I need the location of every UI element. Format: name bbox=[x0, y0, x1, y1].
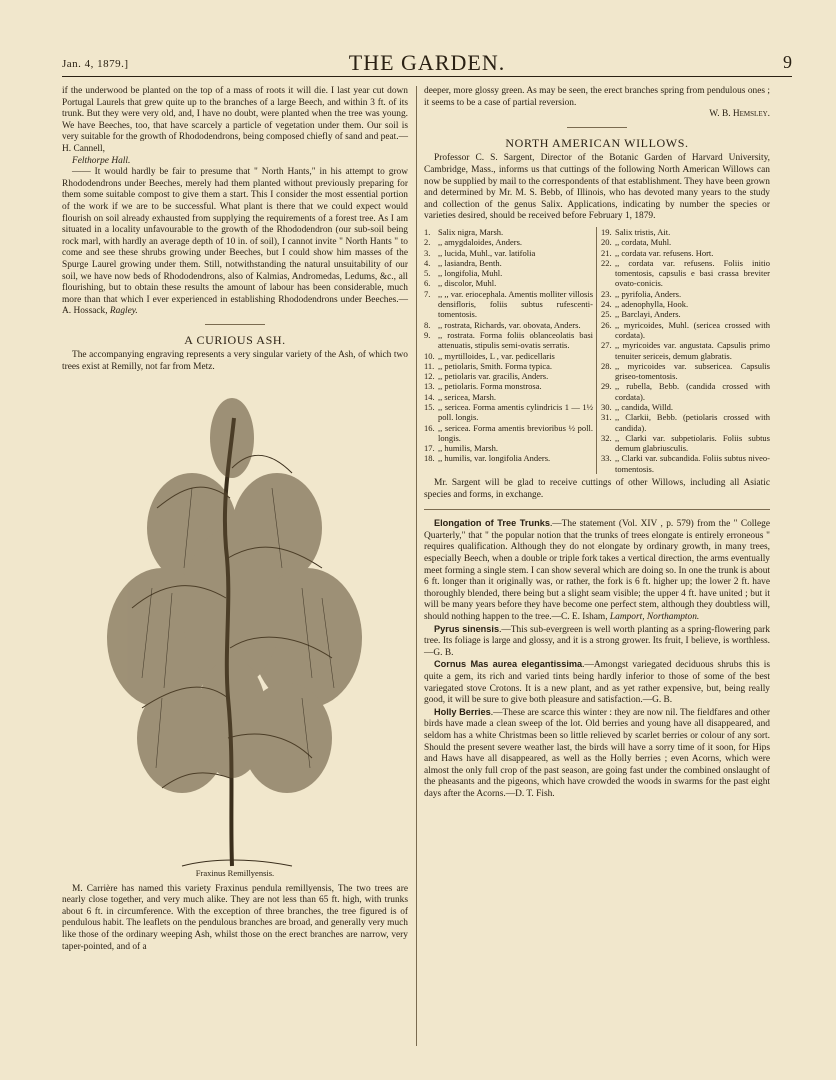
item-number: 8. bbox=[424, 319, 431, 330]
item-text: ,, lucida, Muhl., var. latifolia bbox=[438, 247, 536, 258]
item-text: ,, candida, Willd. bbox=[615, 401, 674, 412]
item-text: ,, cordata, Muhl. bbox=[615, 237, 672, 248]
item-number: 12. bbox=[424, 371, 435, 382]
hossack-letter: —— It would hardly be fair to presume that " North Hants," in his attempt to grow Rhododendrons under Beeches, merely had them planted without previously preparing for them some suitable compost to give them a start. This I consider the most essential portion of the work if we are to be successful. What plant is there that we could expect would flourish on soil already exhausted from supplying the requirements of a forest tree. As I am situated in a locality unfavourable to the growth of the Rhododendron (our sub-soil being rock marl, with hardly an average depth of 10 in. of soil), I cannot invite " North Hants " to come and see these shrubs growing under Beeches, but I could show him masses of the Spurge Laurel growing under them. Still, notwithstanding the natural unsuitability of our soil, we have now beds of Rhododendrons, also of Kalmias, Andromedas, Ledums, &c., all flourishing, but to obtain these results the amount of labour has been considerable, much more than that which I ever experienced in establishing Rhododendrons under Beeches.—A. Hossack, Ragley. bbox=[62, 167, 408, 317]
willow-list-item bbox=[424, 268, 593, 278]
item-text: ,, rostrata, Richards, var. obovata, Anders. bbox=[438, 319, 581, 330]
item-text: ,, petiolaris. Forma monstrosa. bbox=[438, 381, 542, 392]
item-number: 25. bbox=[601, 309, 612, 320]
item-number: 32. bbox=[601, 432, 612, 443]
willow-list-item bbox=[601, 289, 770, 299]
item-text: ,, sericea, Marsh. bbox=[438, 391, 497, 402]
item-number: 17. bbox=[424, 443, 435, 454]
hossack-signature: Ragley. bbox=[109, 306, 138, 317]
section-rule bbox=[424, 509, 770, 510]
item-text: ,, petiolaris, Smith. Forma typica. bbox=[438, 360, 553, 371]
willow-list-item bbox=[601, 248, 770, 258]
item-number: 1. bbox=[424, 226, 431, 237]
willow-list-item bbox=[601, 412, 770, 433]
willow-list-item bbox=[601, 258, 770, 289]
ash-continuation: deeper, more glossy green. As may be seen, the erect branches spring from pendulous ones ; it seems to be a case of partial reversion. bbox=[424, 86, 770, 108]
cannell-letter: if the underwood be planted on the top of a mass of roots it will die. I last year cut down Portugal Laurels that grew quite up to the branches of a large Beech, and within 3 ft. of its trunk. But they were very old, and, I have no doubt, were planted when the tree was young. We have Beeches, too, that have scarcely a particle of vegetation under them. Our soil is very suitable for the growth of Rhododendrons, being composed chiefly of sand and peat.—H. Cannell, bbox=[62, 86, 408, 154]
willow-list-item bbox=[424, 381, 593, 391]
item-number: 13. bbox=[424, 381, 435, 392]
page-number: 9 bbox=[783, 52, 792, 72]
issue-date: Jan. 4, 1879.] bbox=[62, 58, 129, 70]
item-text: ,, Clarki var. subcandida. Foliis subtus niveo-tomentosis. bbox=[615, 453, 770, 474]
cornus-item: Cornus Mas aurea elegantissima.—Amongst variegated deciduous shrubs this is quite a gem, its rich and varied tints being hardly inferior to those of some of the best variegated stove Crotons. It is a new plant, and as yet rather expensive, but, being really good, it will be sure to give both pleasure and satisfaction.—G. B. bbox=[424, 659, 770, 706]
willow-list-item bbox=[601, 381, 770, 402]
willow-lists bbox=[424, 227, 770, 474]
willow-list-item bbox=[601, 340, 770, 361]
willow-list-item bbox=[601, 361, 770, 382]
ash-heading: A CURIOUS ASH. bbox=[184, 332, 286, 347]
item-text: ,, rostrata. Forma foliis oblanceolatis basi attenuatis, stipulis semi-ovatis serratis. bbox=[438, 329, 593, 351]
item-number: 15. bbox=[424, 401, 435, 412]
item-text: Salix tristis, Ait. bbox=[615, 226, 671, 237]
item-text: ,, myricoides var. angustata. Capsulis primo tenuiter sericeis, demum glabratis. bbox=[615, 340, 770, 361]
pyrus-item: Pyrus sinensis.—This sub-evergreen is well worth planting as a spring-flowering park tree. Its foliage is large and glossy, and it is a strong grower. Its fruit, I believe, is worthless.—G. B. bbox=[424, 623, 770, 658]
item-text: ,, petiolaris var. gracilis, Anders. bbox=[438, 371, 549, 382]
item-text: ,, discolor, Muhl. bbox=[438, 278, 497, 289]
item-text: ,, humilis, var. longifolia Anders. bbox=[438, 453, 551, 464]
willow-list-item bbox=[424, 351, 593, 361]
willows-outro: Mr. Sargent will be glad to receive cuttings of other Willows, including all Asiatic species and forms, in exchange. bbox=[424, 478, 770, 500]
item-text: ,, Barclayi, Anders. bbox=[615, 309, 681, 320]
hemsley-signature: W. B. Hemsley. bbox=[709, 109, 770, 120]
item-text: ,, sericea. Forma amentis brevioribus ½ poll. longis. bbox=[438, 422, 593, 443]
ash-engraving bbox=[62, 378, 408, 880]
willows-intro: Professor C. S. Sargent, Director of the Botanic Garden of Harvard University, Cambridge, Mass., informs us that cuttings of the following North American Willows can now be supplied by mail to the correspondents of that establishment. They have been grown and determined by Mr. M. S. Bebb, of Illinois, who has devoted many years to the study and collection of the genus Salix. Applications, indicating by number the species or varieties desired, should be received before February 1, 1879. bbox=[424, 153, 770, 222]
willow-list-item bbox=[424, 237, 593, 247]
item-number: 11. bbox=[424, 360, 435, 371]
willow-list-item bbox=[424, 453, 593, 463]
willow-list-item bbox=[424, 289, 593, 320]
section-rule bbox=[567, 127, 627, 128]
item-number: 14. bbox=[424, 391, 435, 402]
item-number: 30. bbox=[601, 401, 612, 412]
item-text: ,, ,, var. eriocephala. Amentis molliter villosis densifloris, foliis subtus rufescenti-tomentosis. bbox=[438, 288, 593, 320]
item-number: 5. bbox=[424, 268, 431, 279]
holly-item: Holly Berries.—These are scarce this winter : they are now nil. The fieldfares and other birds have made a clean sweep of the lot. Old berries and young have all disappeared, and seldom has a white Christmas been so little relieved by scarlet berries or colour of any sort. Should the present severe weather last, the birds will have a sorry time of it soon, for Hips and Haws have all disappeared, as well as the Holly berries ; even Acorns, which were almost the only full crop of the past season, are going fast under the combined onslaught of the pheasants and the pigeons, which have crowded the woods in swarms for the past eight days after the Acorns.—D. T. Fish. bbox=[424, 706, 770, 799]
holly-heading: Holly Berries bbox=[434, 706, 491, 717]
willow-list-item bbox=[601, 320, 770, 341]
item-text: ,, amygdaloides, Anders. bbox=[438, 237, 523, 248]
item-text: ,, cordata var. refusens. Foliis initio tomentosis, capsulis e basi crassa breviter ovato-conicis. bbox=[615, 257, 770, 289]
item-number: 21. bbox=[601, 247, 612, 258]
item-number: 3. bbox=[424, 247, 431, 258]
item-text: ,, pyrifolia, Anders. bbox=[615, 288, 682, 299]
willow-list-item bbox=[424, 227, 593, 237]
item-text: ,, cordata var. refusens. Hort. bbox=[615, 247, 714, 258]
ash-intro: The accompanying engraving represents a very singular variety of the Ash, of which two trees exist at Remilly, not far from Metz. bbox=[62, 350, 408, 373]
isham-signature: Lamport, Northampton. bbox=[609, 612, 700, 622]
willow-list-item bbox=[424, 278, 593, 288]
item-text: ,, Clarki var. subpetiolaris. Foliis subtus demum glabriusculis. bbox=[615, 432, 770, 454]
willow-list-item bbox=[424, 248, 593, 258]
page-header bbox=[62, 50, 792, 76]
item-number: 4. bbox=[424, 257, 431, 268]
cornus-heading: Cornus Mas aurea elegantissima bbox=[434, 659, 583, 670]
item-number: 2. bbox=[424, 237, 431, 248]
left-column bbox=[62, 86, 408, 953]
item-number: 19. bbox=[601, 226, 612, 237]
willow-list-item bbox=[424, 320, 593, 330]
willow-list-b bbox=[597, 227, 770, 474]
item-text: ,, adenophylla, Hook. bbox=[615, 299, 689, 310]
item-text: ,, sericea. Forma amentis cylindricis 1 — 1½ poll. longis. bbox=[438, 401, 593, 423]
willow-list-item bbox=[424, 371, 593, 381]
item-number: 18. bbox=[424, 453, 435, 464]
item-number: 22. bbox=[601, 257, 612, 268]
item-number: 31. bbox=[601, 412, 612, 423]
item-number: 6. bbox=[424, 278, 431, 289]
item-number: 7. bbox=[424, 288, 431, 299]
willow-list-item bbox=[424, 423, 593, 444]
willow-list-item bbox=[424, 443, 593, 453]
willow-list-item bbox=[424, 392, 593, 402]
willow-list-item bbox=[601, 433, 770, 454]
header-rule bbox=[62, 76, 792, 77]
willow-list-item bbox=[424, 258, 593, 268]
item-number: 28. bbox=[601, 360, 612, 371]
item-text: ,, myricoides var. subsericea. Capsulis griseo-tomentosis. bbox=[615, 360, 770, 382]
item-number: 33. bbox=[601, 453, 612, 464]
section-rule bbox=[205, 324, 265, 325]
weeping-ash-tree-illustration bbox=[62, 378, 408, 868]
item-number: 27. bbox=[601, 340, 612, 351]
willow-list-item bbox=[424, 330, 593, 351]
item-number: 20. bbox=[601, 237, 612, 248]
item-text: ,, longifolia, Muhl. bbox=[438, 268, 503, 279]
item-text: ,, myricoides, Muhl. (sericea crossed with cordata). bbox=[615, 319, 770, 340]
item-text: ,, lasiandra, Benth. bbox=[438, 257, 502, 268]
item-number: 26. bbox=[601, 319, 612, 330]
item-number: 23. bbox=[601, 288, 612, 299]
item-text: ,, humilis, Marsh. bbox=[438, 443, 498, 454]
elongation-heading: Elongation of Tree Trunks bbox=[434, 518, 550, 529]
elongation-item: Elongation of Tree Trunks.—The statement (Vol. XIV , p. 579) from the " College Quarterly," that " the popular notion that the trunks of trees elongate is entirely erroneous " requires qualification. Although they do not elongate by ordinary growth, in many trees, especially Beech, when a double or triple fork takes a vertical direction, the arms eventually meet forming a single stem. I can show several which are doing so. In one the trunk is about 6 ft. longer than it originally was, or rather, the fork is 6 ft. higher up; the lower 2 ft. have thoroughly blended, there being but a slight seam visible; the upper 4 ft. have united ; but it will be many years before they have become one perfect stem, although they doubtless will, should nothing happen to the tree.—C. E. Isham, Lamport, Northampton. bbox=[424, 518, 770, 622]
item-number: 9. bbox=[424, 329, 431, 340]
willow-list-a bbox=[424, 227, 597, 474]
figure-caption: Fraxinus Remillyensis. bbox=[195, 868, 275, 879]
willow-list-item bbox=[424, 361, 593, 371]
item-number: 24. bbox=[601, 299, 612, 310]
willow-list-item bbox=[601, 402, 770, 412]
item-number: 16. bbox=[424, 422, 435, 433]
willow-list-item bbox=[601, 299, 770, 309]
item-text: ,, rubella, Bebb. (candida crossed with cordata). bbox=[615, 381, 770, 402]
willows-heading: NORTH AMERICAN WILLOWS. bbox=[505, 135, 689, 150]
journal-title: THE GARDEN. bbox=[348, 50, 506, 75]
cannell-signature: Felthorpe Hall. bbox=[72, 155, 131, 166]
item-text: ,, Clarkii, Bebb. (petiolaris crossed with candida). bbox=[615, 412, 770, 433]
item-number: 29. bbox=[601, 381, 612, 392]
willow-list-item bbox=[601, 453, 770, 474]
ash-description: M. Carrière has named this variety Fraxinus pendula remillyensis, The two trees are nearly close together, and very much alike. They are not less than 65 ft. high, with trunks about 6 ft. in circumference. With the exception of three branches, the tree figured is of pendulous habit. The leaflets on the pendulous branches are broad, and generally very much like those of the ordinary weeping Ash, whilst those on the erect branches are narrow, very taper-pointed, and of a bbox=[62, 883, 408, 952]
item-text: Salix nigra, Marsh. bbox=[438, 226, 504, 237]
column-divider bbox=[416, 86, 417, 1046]
willow-list-item bbox=[601, 227, 770, 237]
item-number: 10. bbox=[424, 350, 435, 361]
willow-list-item bbox=[601, 309, 770, 319]
willow-list-item bbox=[424, 402, 593, 423]
pyrus-heading: Pyrus sinensis bbox=[434, 623, 500, 634]
willow-list-item bbox=[601, 237, 770, 247]
item-text: ,, myrtilloides, L , var. pedicellaris bbox=[438, 350, 555, 361]
right-column bbox=[424, 86, 770, 801]
